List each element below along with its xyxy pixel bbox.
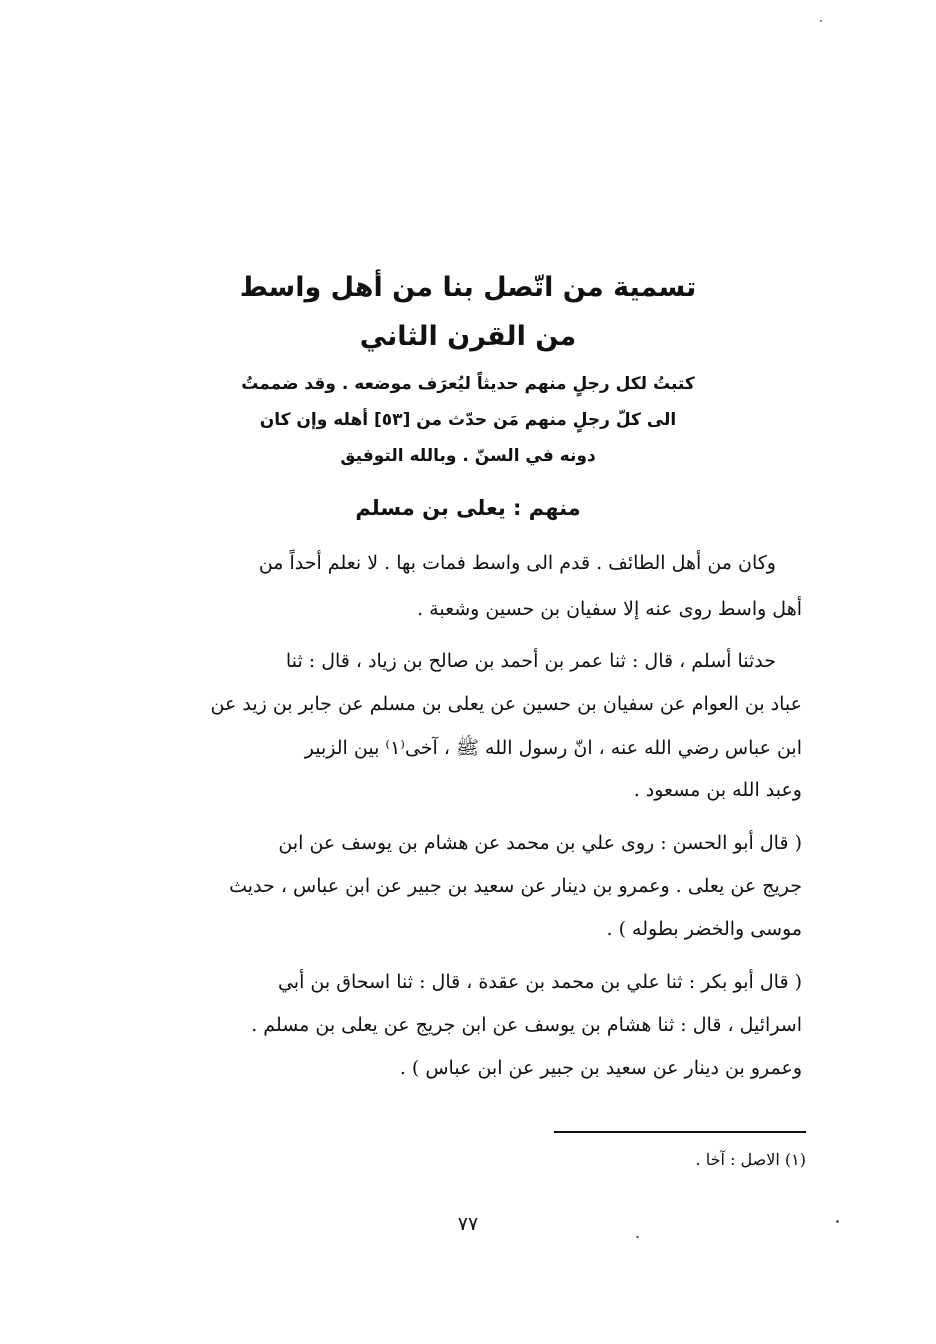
footnote: (١) الاصل : آخا . xyxy=(695,1150,806,1169)
paragraph-2-line-4: وعبد الله بن مسعود . xyxy=(633,779,802,801)
intro-line-2: الى كلّ رجلٍ منهم مَن حدّث من [٥٣] أهله وإن كان xyxy=(259,410,677,430)
page-number: ٧٧ xyxy=(457,1213,479,1235)
intro-line-3: دونه في السنّ . وبالله التوفيق xyxy=(340,446,596,466)
paragraph-1-line-2: أهل واسط روى عنه إلا سفيان بن حسين وشعبة . xyxy=(417,598,802,620)
chapter-title-line-2: من القرن الثاني xyxy=(359,321,577,352)
footnote-divider xyxy=(554,1131,806,1133)
paragraph-4-line-2: اسرائيل ، قال : ثنا هشام بن يوسف عن ابن جريج عن يعلى بن مسلم . xyxy=(251,1014,802,1036)
scan-speck xyxy=(820,20,822,22)
section-heading: منهم : يعلى بن مسلم xyxy=(355,496,581,520)
paragraph-2-line-2: عباد بن العوام عن سفيان بن حسين عن يعلى بن مسلم عن جابر بن زيد عن xyxy=(210,693,802,715)
paragraph-2-line-1: حدثنا أسلم ، قال : ثنا عمر بن أحمد بن صالح بن زياد ، قال : ثنا xyxy=(285,650,776,672)
paragraph-4-line-1: ( قال أبو بكر : ثنا علي بن محمد بن عقدة ، قال : ثنا اسحاق بن أبي xyxy=(277,971,802,993)
paragraph-3-line-3: موسى والخضر بطوله ) . xyxy=(606,918,802,940)
paragraph-1-line-1: وكان من أهل الطائف . قدم الى واسط فمات بها . لا نعلم أحداً من xyxy=(258,552,776,574)
paragraph-2-line-3: ابن عباس رضي الله عنه ، انّ رسول الله ﷺ ، آخى⁽١⁾ بين الزبير xyxy=(304,737,802,759)
intro-line-1: كتبتُ لكل رجلٍ منهم حديثاً ليُعرَف موضعه . وقد ضممتُ xyxy=(241,374,695,394)
scan-speck xyxy=(636,1236,639,1238)
paragraph-3-line-2: جريج عن يعلى . وعمرو بن دينار عن سعيد بن جبير عن ابن عباس ، حديث xyxy=(229,875,802,897)
scan-speck xyxy=(836,1220,839,1223)
paragraph-3-line-1: ( قال أبو الحسن : روى علي بن محمد عن هشام بن يوسف عن ابن xyxy=(278,832,802,854)
chapter-title-line-1: تسمية من اتّصل بنا من أهل واسط xyxy=(239,272,697,303)
paragraph-4-line-3: وعمرو بن دينار عن سعيد بن جبير عن ابن عباس ) . xyxy=(399,1057,802,1079)
